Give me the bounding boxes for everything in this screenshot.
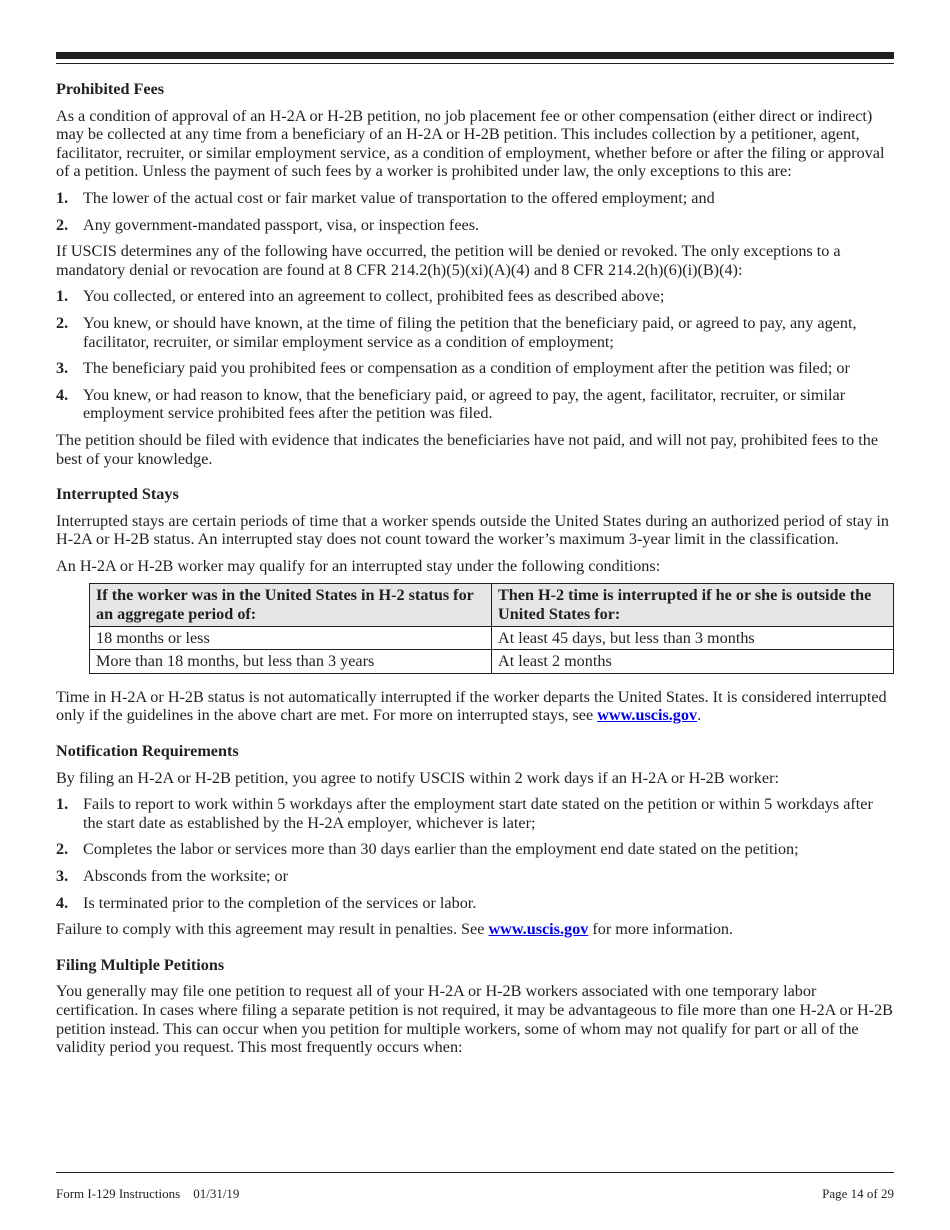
footer-form-id: Form I-129 Instructions 01/31/19 bbox=[56, 1186, 240, 1201]
prohibited-fees-intro: As a condition of approval of an H-2A or H-2B petition, no job placement fee or other compensation (either direct or indirect) may be collected at any time from a beneficiary of an H-2A or H-2B petition. This includes collection by a petitioner, agent, facilitator, recruiter, or similar employment service, as a condition of employment, whether before or after the filing or approval of a petition. Unless the payment of such fees by a worker is prohibited under law, the only exceptions to this are: bbox=[56, 106, 885, 181]
interrupted-stays-p2: An H-2A or H-2B worker may qualify for an interrupted stay under the following conditions: bbox=[56, 556, 661, 575]
filing-multiple-petitions-section bbox=[56, 956, 894, 1057]
list-item: 3. The beneficiary paid you prohibited fees or compensation as a condition of employment after the petition was filed; or bbox=[56, 359, 850, 378]
notification-requirements-heading: Notification Requirements bbox=[56, 742, 239, 761]
table-header-cell: If the worker was in the United States in H-2 status for an aggregate period of: bbox=[90, 584, 492, 626]
footer-page-number: Page 14 of 29 bbox=[822, 1186, 894, 1201]
list-item: 2. Completes the labor or services more than 30 days earlier than the employment end date stated on the petition; bbox=[56, 840, 799, 859]
filing-multiple-petitions-heading: Filing Multiple Petitions bbox=[56, 955, 225, 974]
table-cell: More than 18 months, but less than 3 years bbox=[90, 650, 492, 674]
notification-requirements-section bbox=[56, 742, 894, 939]
page-content bbox=[56, 80, 894, 1065]
uscis-link[interactable]: www.uscis.gov bbox=[488, 920, 589, 939]
interrupted-stays-table bbox=[89, 583, 894, 673]
interrupted-stays-heading: Interrupted Stays bbox=[56, 485, 179, 504]
footer-divider bbox=[56, 1172, 894, 1173]
top-divider-thin bbox=[56, 63, 894, 64]
notification-list bbox=[56, 795, 894, 912]
list-item: 2. Any government-mandated passport, visa, or inspection fees. bbox=[56, 215, 480, 234]
interrupted-stays-p3: Time in H-2A or H-2B status is not automatically interrupted if the worker departs the United States. It is considered interrupted only if the guidelines in the above chart are met. For more on interrupted stays, see www.uscis.gov. bbox=[56, 687, 887, 725]
uscis-link[interactable]: www.uscis.gov bbox=[597, 706, 698, 725]
list-item: 1. You collected, or entered into an agreement to collect, prohibited fees as described above; bbox=[56, 287, 665, 306]
notification-intro: By filing an H-2A or H-2B petition, you agree to notify USCIS within 2 work days if an H-2A or H-2B worker: bbox=[56, 768, 779, 787]
table-row bbox=[90, 650, 894, 674]
list-item: 1. Fails to report to work within 5 workdays after the employment start date stated on the petition or within 5 workdays after the start date as established by the H-2A employer, whichever is later; bbox=[56, 795, 873, 832]
filing-multiple-petitions-p1: You generally may file one petition to request all of your H-2A or H-2B workers associated with one temporary labor certification. In cases where filing a separate petition is not required, it may be advantageous to file more than one H-2A or H-2B petition instead. This can occur when you petition for multiple workers, some of whom may not qualify for part or all of the validity period you request. This most frequently occurs when: bbox=[56, 982, 893, 1057]
list-item: 4. Is terminated prior to the completion of the services or labor. bbox=[56, 893, 477, 912]
table-cell: At least 45 days, but less than 3 months bbox=[492, 626, 894, 650]
top-divider-thick bbox=[56, 52, 894, 59]
table-row bbox=[90, 626, 894, 650]
denial-conditions-list bbox=[56, 287, 894, 423]
table-cell: 18 months or less bbox=[90, 626, 492, 650]
denial-intro: If USCIS determines any of the following have occurred, the petition will be denied or revoked. The only exceptions to a mandatory denial or revocation are found at 8 CFR 214.2(h)(5)(xi)(A)(4) and 8 CFR 214.2(h)(6)(i)(B)(4): bbox=[56, 242, 841, 279]
list-item: 1. The lower of the actual cost or fair market value of transportation to the offered employment; and bbox=[56, 188, 715, 207]
prohibited-fees-section bbox=[56, 80, 894, 468]
table-header-cell: Then H-2 time is interrupted if he or she is outside the United States for: bbox=[492, 584, 894, 626]
notification-closing: Failure to comply with this agreement may result in penalties. See www.uscis.gov for more information. bbox=[56, 920, 734, 939]
prohibited-fees-closing: The petition should be filed with evidence that indicates the beneficiaries have not paid, and will not pay, prohibited fees to the best of your knowledge. bbox=[56, 430, 879, 468]
interrupted-stays-section bbox=[56, 485, 894, 725]
list-item: 3. Absconds from the worksite; or bbox=[56, 867, 289, 885]
list-item: 4. You knew, or had reason to know, that the beneficiary paid, or agreed to pay, the agent, facilitator, recruiter, or similar employment service prohibited fees after the petition was filed. bbox=[56, 385, 846, 423]
list-item: 2. You knew, or should have known, at the time of filing the petition that the beneficiary paid, or agreed to pay, any agent, facilitator, recruiter, or similar employment service as a condition of employment; bbox=[56, 313, 857, 351]
prohibited-fees-heading: Prohibited Fees bbox=[56, 80, 165, 98]
interrupted-stays-p1: Interrupted stays are certain periods of time that a worker spends outside the United States during an authorized period of stay in H-2A or H-2B status. An interrupted stay does not count toward the worker’s maximum 3-year limit in the classification. bbox=[56, 511, 889, 549]
fee-exceptions-list bbox=[56, 189, 894, 234]
table-cell: At least 2 months bbox=[492, 650, 894, 674]
table-header-row bbox=[90, 584, 894, 626]
